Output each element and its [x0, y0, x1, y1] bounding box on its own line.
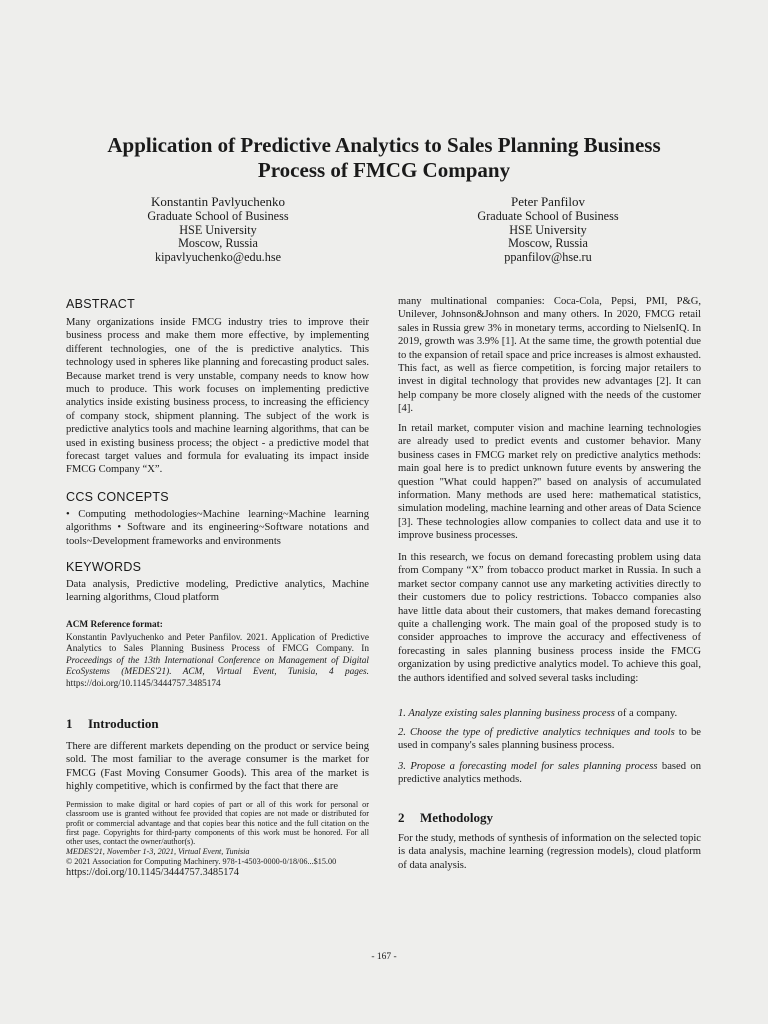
author-affiliation: Graduate School of Business	[477, 208, 619, 223]
permission-text: Permission to make digital or hard copies of part or all of this work for personal or classroom use is granted without fee provided that copies are not made or distributed for profit or commercial advantage and that copies bear this notice and the full citation on the first page. Copyrights for third-party components of this work must be honored. For all other uses, contact the owner/author(s).	[66, 800, 369, 847]
author-institution: HSE University	[509, 222, 587, 237]
page-number: - 167 -	[371, 952, 397, 962]
section-title: Introduction	[88, 716, 159, 731]
author-block-1	[88, 195, 348, 265]
keywords-heading: KEYWORDS	[66, 560, 142, 574]
ccs-text: • Computing methodologies~Machine learning~Machine learning algorithms • Software and its engineering~Software notations and tools~Development frameworks and environments	[66, 509, 369, 547]
abstract-heading: ABSTRACT	[66, 297, 136, 311]
permission-conf: MEDES'21, November 1-3, 2021, Virtual Event, Tunisia	[66, 847, 250, 856]
acm-ref-doi[interactable]: https://doi.org/10.1145/3444757.3485174	[66, 678, 221, 689]
acm-ref-heading: ACM Reference format:	[66, 620, 163, 630]
section-number: 1	[66, 716, 73, 731]
author-email[interactable]: kipavlyuchenko@edu.hse	[155, 250, 281, 265]
acm-ref-text	[66, 633, 369, 690]
permission-doi[interactable]: https://doi.org/10.1145/3444757.3485174	[66, 867, 239, 878]
methodology-heading	[398, 810, 493, 826]
author-name: Peter Panfilov	[510, 194, 585, 209]
title-line-1: Application of Predictive Analytics to Sales Planning Business	[107, 133, 661, 157]
task-item-1: 1. Analyze existing sales planning business process of a company.	[398, 708, 678, 719]
author-block-2	[418, 195, 678, 265]
task-item-2: 2. Choose the type of predictive analytics techniques and tools to be used in company's sales planning business process.	[398, 727, 701, 752]
author-location: Moscow, Russia	[178, 236, 258, 251]
author-name: Konstantin Pavlyuchenko	[151, 194, 285, 209]
intro-text: There are different markets depending on the product or service being sold. The most familiar to the average consumer is the market for FMCG (Fast Moving Consumer Goods). This area of the market is highly competitive, which is confirmed by the fact that there are	[66, 741, 369, 793]
author-affiliation: Graduate School of Business	[147, 208, 289, 223]
task-item-3: 3. Propose a forecasting model for sales planning process based on predictive analytics methods.	[398, 761, 701, 786]
methodology-text: For the study, methods of synthesis of information on the selected topic is data analysis, machine learning (regression models), cloud platform of data analysis.	[398, 833, 701, 871]
intro-heading	[66, 716, 159, 732]
acm-ref-authors: Konstantin Pavlyuchenko and Peter Panfilov. 2021. Application of Predictive Analytics to Sales Planning Business Process of FMCG Company. In	[66, 633, 369, 655]
ccs-heading: CCS CONCEPTS	[66, 490, 169, 504]
title-line-2: Process of FMCG Company	[257, 158, 511, 182]
section-title: Methodology	[420, 810, 493, 825]
author-location: Moscow, Russia	[508, 236, 588, 251]
intro-paragraph-1: many multinational companies: Coca-Cola, Pepsi, PMI, P&G, Unilever, Johnson&Johnson and many others. In 2020, FMCG retail sales in Russia grew 3% in monetary terms, according to NielsenIQ. In 2019, growth was 3.9% [1]. At the same time, the growth potential due to the expansion of retail space and price increases is almost exhausted. This fact, as well as fierce competition, is forcing major retailers to invest in digital technology that provides new advantages [2]. It can help company be more closely aligned with the needs of the customer [4].	[398, 296, 701, 415]
intro-paragraph-3: In this research, we focus on demand forecasting problem using data from Company “X” from tobacco product market in Russia. In such a market sector company cannot use any marketing activities directly to their customers due to policy restrictions. Tobacco companies also have little data about their customers, that makes demand forecasting quite a challenging work. The main goal of the proposed study is to consider approaches to improve the accuracy and effectiveness of forecasting in sales planning business process inside the FMCG organization by using predictive analytics model. To achieve this goal, the authors identified and solved several tasks including:	[398, 552, 701, 684]
author-institution: HSE University	[179, 222, 257, 237]
paper-title	[60, 133, 708, 183]
intro-paragraph-2: In retail market, computer vision and machine learning technologies are already used to predict events and customer behavior. Many business cases in FMCG market rely on predictive analytics methods: main goal here is to predict unknown future events by answering the question "What could happen?" based on analysis of accumulated information. Many methods are used here: mathematical statistics, simulation modeling, machine learning and other areas of Data Science [3]. These technologies allow companies to collect data and use it to improve business processes.	[398, 423, 701, 542]
author-email[interactable]: ppanfilov@hse.ru	[504, 250, 592, 265]
abstract-text: Many organizations inside FMCG industry tries to improve their business process and make them more effective, by implementing different technologies, one of the is predictive analytics. This technology used in spheres like planning and forecasting product sales. Because market trend is very unstable, company needs to know how much to produce. This work focuses on implementing predictive analytics inside existing business process, to increasing the efficiency of company stock, shipment planning. The subject of the work is predictive analytics tools and machine learning algorithms, that can be used in existing business process; the object - a predictive model that forecast target values and formula for evaluating its impact inside FMCG Company “X”.	[66, 317, 369, 476]
keywords-text: Data analysis, Predictive modeling, Predictive analytics, Machine learning algorithms, Cloud platform	[66, 579, 369, 604]
section-number: 2	[398, 810, 405, 825]
permission-copyright: © 2021 Association for Computing Machinery. 978-1-4503-0000-0/18/06...$15.00	[66, 857, 337, 866]
acm-ref-venue: Proceedings of the 13th International Conference on Management of Digital EcoSystems (MEDES'21). ACM, Virtual Event, Tunisia, 4 pages.	[66, 655, 369, 678]
